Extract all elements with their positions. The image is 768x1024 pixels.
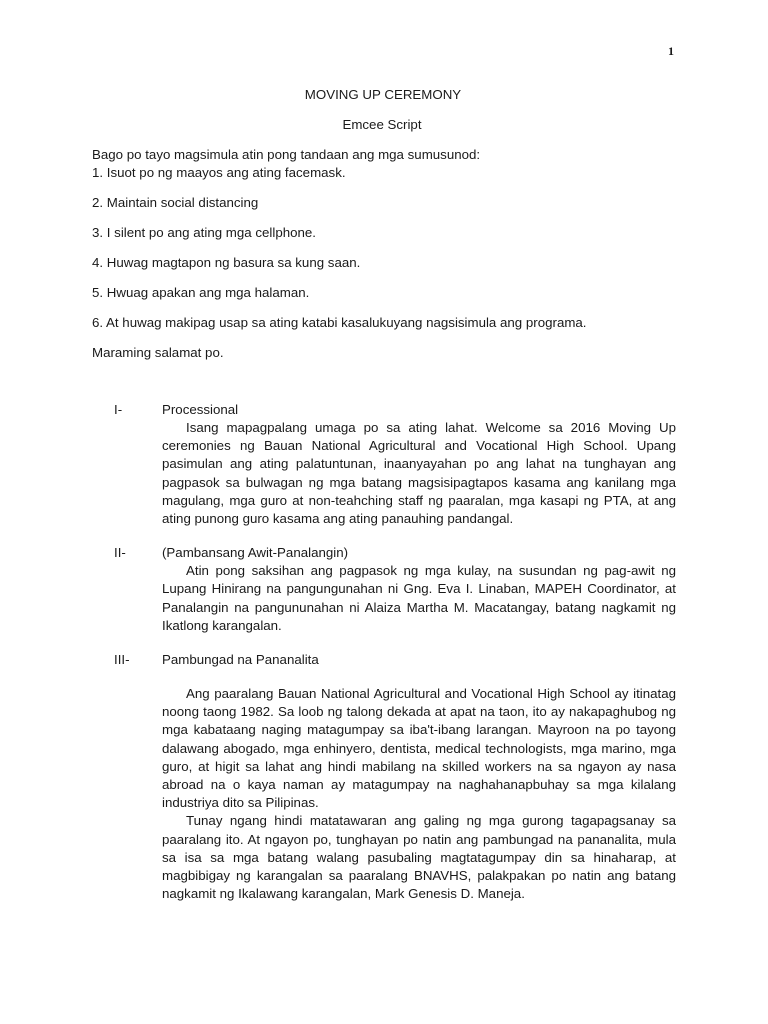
section-paragraph: Ang paaralang Bauan National Agricultural and Vocational High School ay itinatag noong taong 1982. Sa loob ng talong dekada at apat na taon, ito ay nakapaghubog ng mga kabataang naging matagumpay sa iba't-ibang larangan. Mayroon na po tayong dalawang abogado, mga enhinyero, dentista, medical technologists, mga marino, mga guro, at higit sa lahat ang hindi mabilang na skilled workers na sa ngayon ay nasa abroad na o kaya naman ay matagumpay na naghahanapbuhay sa mga kilalang industriya dito sa Pilipinas. [162,686,676,811]
rule-item: 3. I silent po ang ating mga cellphone. [92,225,316,240]
rule-item: 1. Isuot po ng maayos ang ating facemask. [92,165,346,180]
program-sections [114,401,676,903]
page-number: 1 [668,44,674,58]
section-heading: Pambungad na Pananalita [162,652,319,668]
rule-item: 4. Huwag magtapon ng basura sa kung saan. [92,255,361,270]
intro-block [92,146,682,362]
intro-lead: Bago po tayo magsimula atin pong tandaan ang mga sumusunod: [92,147,481,162]
rule-item: 5. Hwuag apakan ang mga halaman. [92,285,310,300]
intro-thanks: Maraming salamat po. [92,345,224,360]
section-paragraph: Isang mapagpalang umaga po sa ating lahat. Welcome sa 2016 Moving Up ceremonies ng Bauan National Agricultural and Vocational High School. Upang pasimulan ang ating palatuntunan, inaanyayahan po ang lahat na tunghayan ang pagpasok sa bulwagan ng mga batang magsisipagtapos kasama ang kanilang mga magulang, mga guro at non-teahching staff ng paaralan, mga kasapi ng PTA, at ang ating punong guro kasama ang ating panauhing pandangal. [162,420,676,527]
section-paragraph: Tunay ngang hindi matatawaran ang galing ng mga gurong tagapagsanay sa paaralang ito. At ngayon po, tunghayan po natin ang pambungad na pananalita, mula sa isa sa mga batang walang pasubaling magtatagumpay din sa hinaharap, at magbibigay ng karangalan sa paaralang BNAVHS, palakpakan po natin ang batang nagkamit ng Ikalawang karangalan, Mark Genesis D. Maneja. [162,813,676,902]
section-number: III- [114,652,130,668]
document-subtitle: Emcee Script [342,117,422,132]
section-heading: Processional [162,402,239,417]
section-opening-remarks [114,651,676,903]
section-anthem-prayer [114,544,676,635]
document-title: MOVING UP CEREMONY [304,87,462,102]
section-number: II- [114,545,126,561]
rule-item: 2. Maintain social distancing [92,195,259,210]
section-paragraph: Atin pong saksihan ang pagpasok ng mga kulay, na susundan ng pag-awit ng Lupang Hinirang na pangungunahan ni Gng. Eva I. Linaban, MAPEH Coordinator, at Panalangin na pangununahan ni Alaiza Martha M. Macatangay, batang nagkamit ng Ikatlong karangalan. [162,563,676,633]
section-processional [114,401,676,528]
section-number: I- [114,402,123,417]
rule-item: 6. At huwag makipag usap sa ating katabi kasalukuyang nagsisimula ang programa. [92,315,587,330]
section-heading: (Pambansang Awit-Panalangin) [162,545,349,561]
